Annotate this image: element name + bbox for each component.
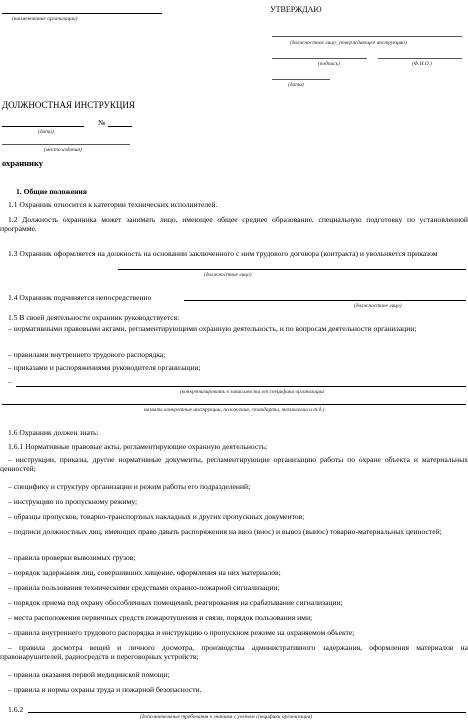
doc-place-caption: (место издания) [44,147,82,153]
doc-subject: охраннику [2,158,43,168]
doc-date-caption: (дата) [38,129,54,135]
para-1-6-item-13: – правила оказания первой медицинской помощи; [8,670,170,679]
para-1-6-item-5: – подписи должностных лиц, имеющих право давать распоряжения на ввоз (внос) и вывоз (вынос) товарно-материальных ценностей; [8,527,442,536]
para-1-3 [0,249,468,258]
org-caption: (наименование организации) [12,16,78,22]
para-1-6-item-14: – правила и нормы охраны труда и пожарной безопасности. [8,685,202,694]
approve-signature-caption: (подпись) [318,61,340,67]
para-1-6-item-7: – порядок задержания лиц, совершивших хищение, оформления на них материалов; [8,568,281,577]
para-1-5-caption-2: назвать конкретные инструкции, положения, стандарты, технологии и т.д.) [144,407,325,413]
approve-fio-line [378,58,462,59]
para-1-5-line-2 [2,404,466,405]
para-1-6-item-3: – инструкцию по пропускному режиму; [8,497,138,506]
para-1-3-line [118,269,466,270]
para-1-6: 1.6 Охранник должен знать: [8,428,99,437]
org-name-line [2,13,162,14]
para-1-6-item-4: – образцы пропусков, товарно-транспортных накладных и других пропускных документов; [8,512,305,521]
para-1-6-item-6: – правила проверки вывозимых грузов; [8,553,136,562]
doc-date-line [2,126,84,127]
doc-place-line [2,144,130,145]
para-1-6-item-10: – места расположения первичных средств пожаротушения и связи, порядок пользования ими; [8,613,313,622]
para-1-2: 1.2 Должность охранника может занимать лицо, имеющее общее среднее образование, специальную подготовку по установленной программе. [0,215,468,233]
para-1-3-text: 1.3 Охранник оформляется на должность на основании заключенного с ним трудового договора (контракта) и увольняется приказом [8,249,438,258]
para-1-6-2-line [28,712,466,713]
para-1-6-2: 1.6.2 [8,705,24,714]
para-1-4: 1.4 Охранник подчиняется непосредственно [8,293,152,302]
para-1-6-1: 1.6.1 Нормативные правовые акты, регламентирующие охранную деятельность; [8,442,268,451]
approve-title: УТВЕРЖДАЮ [270,5,322,14]
para-1-5: 1.5 В своей деятельности охранник руководствуется: [8,313,180,322]
doc-title: ДОЛЖНОСТНАЯ ИНСТРУКЦИЯ [2,100,135,110]
doc-number-sign: № [98,118,106,127]
para-1-5-item-3: – приказами и распоряжениями руководителя организации; [8,363,201,372]
section1-heading: 1. Общие положения [16,187,87,196]
approve-date-caption: (дата) [288,82,304,88]
para-1-6-item-2: – специфику и структуру организации и режим работы его подразделений; [8,482,251,491]
para-1-6-item-1: – инструкции, приказы, другие нормативные документы, регламентирующие организацию работы по охране объекта и материальных ценностей; [0,455,468,473]
para-1-6-item-8: – правила пользования техническими средствами охранно-пожарной сигнализации; [8,583,280,592]
approve-fio-caption: (Ф.И.О.) [412,61,432,67]
doc-number-line [108,126,132,127]
para-1-5-caption-1: (конкретизировать в зависимости от специфики организации [180,389,324,395]
para-1-5-line-1 [16,386,466,387]
approve-position-line [272,36,462,37]
para-1-5-item-4: – [8,377,12,386]
approve-signature-line [272,58,367,59]
para-1-4-line [184,300,466,301]
para-1-1: 1.1 Охранник относится к категории технических исполнителей. [8,200,218,209]
approve-position-caption: (должностное лицо, утверждающее инструкцию) [290,40,407,46]
para-1-5-item-1: – нормативными правовыми актами, регламентирующими охранную деятельность, и по вопросам деятельности организации; [8,324,417,333]
para-1-6-2-caption: (дополнительные требования к знаниям с учетом специфики организации) [140,714,313,720]
para-1-6-item-9: – порядок приема под охрану обособленных помещений, реагирования на срабатывание сигнализации; [8,598,343,607]
para-1-6-item-12: – правила досмотра вещей и личного досмотра, производства административного задержания, оформления материалов на правонарушителей, радиосредств и переговорных устройств; [0,643,468,661]
para-1-5-item-2: – правилами внутреннего трудового распорядка; [8,350,166,359]
approve-date-line [272,79,330,80]
para-1-4-caption: (должностное лицо) [354,303,402,309]
para-1-6-item-11: – правила внутреннего трудового распорядка и инструкцию о пропускном режиме на охраняемом объекте; [8,628,355,637]
para-1-3-caption: (должностное лицо) [204,272,252,278]
